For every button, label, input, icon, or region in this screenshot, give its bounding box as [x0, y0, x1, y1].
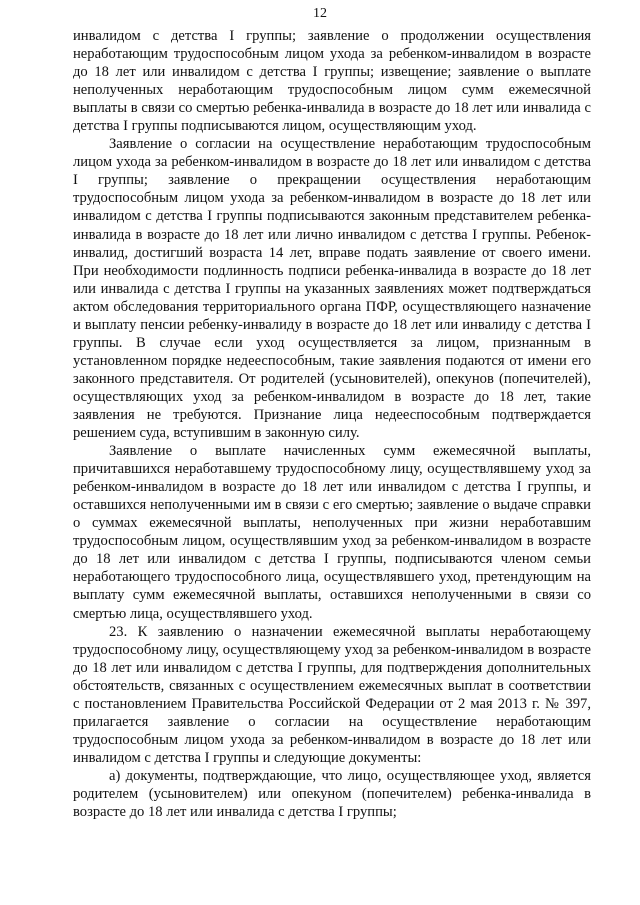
paragraph-item-23: 23. К заявлению о назначении ежемесячной выплаты неработающему трудоспособному лицу, осуществляющему уход за ребенком-инвалидом в возрасте до 18 лет или инвалидом с детства I группы, для подтверждения дополнительных обстоятельств, связанных с осуществлением ежемесячных выплат в соответствии с постановлением Правительства Российской Федерации от 2 мая 2013 г. № 397, прилагается заявление о согласии на осуществление неработающим трудоспособным лицом ухода за ребенком-инвалидом в возрасте до 18 лет или инвалидом с детства I группы и следующие документы: [73, 623, 591, 766]
paragraph-continuation: инвалидом с детства I группы; заявление о продолжении осуществления неработающим трудоспособным лицом ухода за ребенком-инвалидом в возрасте до 18 лет или инвалидом с детства I группы; извещение; заявление о выплате неполученных неработающим трудоспособным лицом сумм ежемесячной выплаты в связи со смертью ребенка-инвалида в возрасте до 18 лет или инвалида с детства I группы подписываются лицом, осуществляющим уход. [73, 28, 591, 135]
paragraph-signature-consent: Заявление о согласии на осуществление неработающим трудоспособным лицом ухода за ребенком-инвалидом в возрасте до 18 лет или инвалидом с детства I группы; заявление о прекращении осуществления неработающим трудоспособным лицом ухода за ребенком-инвалидом в возрасте до 18 лет или инвалидом с детства I группы подписываются законным представителем ребенка-инвалида в возрасте до 18 лет или лично инвалидом с детства I группы. Ребенок-инвалид, достигший возраста 14 лет, вправе подать заявление от своего имени. При необходимости подлинность подписи ребенка-инвалида в возрасте до 18 лет или инвалида с детства I группы на указанных заявлениях может подтверждаться актом обследования территориального органа ПФР, осуществляющего назначение и выплату пенсии ребенку-инвалиду в возрасте до 18 лет или инвалиду с детства I группы. В случае если уход осуществляется за лицом, признанным в установленном порядке недееспособным, такие заявления подаются от имени его законного представителя. От родителей (усыновителей), опекунов (попечителей), осуществляющих уход за ребенком-инвалидом в возрасте до 18 лет, такие заявления не требуются. Признание лица недееспособным подтверждается решением суда, вступившим в законную силу. [73, 136, 591, 442]
paragraph-payment-after-death: Заявление о выплате начисленных сумм ежемесячной выплаты, причитавшихся неработавшему трудоспособному лицу, осуществлявшему уход за ребенком-инвалидом в возрасте до 18 лет или инвалидом с детства I группы, и оставшихся неполученными им в связи с его смертью; заявление о выдаче справки о суммах ежемесячной выплаты, неполученных при жизни неработавшим трудоспособным лицом, осуществлявшим уход за ребенком-инвалидом в возрасте до 18 лет или инвалидом с детства I группы, подписываются членом семьи неработающего трудоспособного лица, осуществлявшего уход, претендующим на выплату сумм ежемесячной выплаты, оставшихся неполученными в связи со смертью лица, осуществлявшего уход. [73, 443, 591, 622]
page-number: 12 [313, 6, 327, 21]
document-body [73, 27, 591, 821]
paragraph-subitem-a: а) документы, подтверждающие, что лицо, осуществляющее уход, является родителем (усыновителем) или опекуном (попечителем) ребенка-инвалида в возрасте до 18 лет или инвалида с детства I группы; [73, 767, 591, 821]
